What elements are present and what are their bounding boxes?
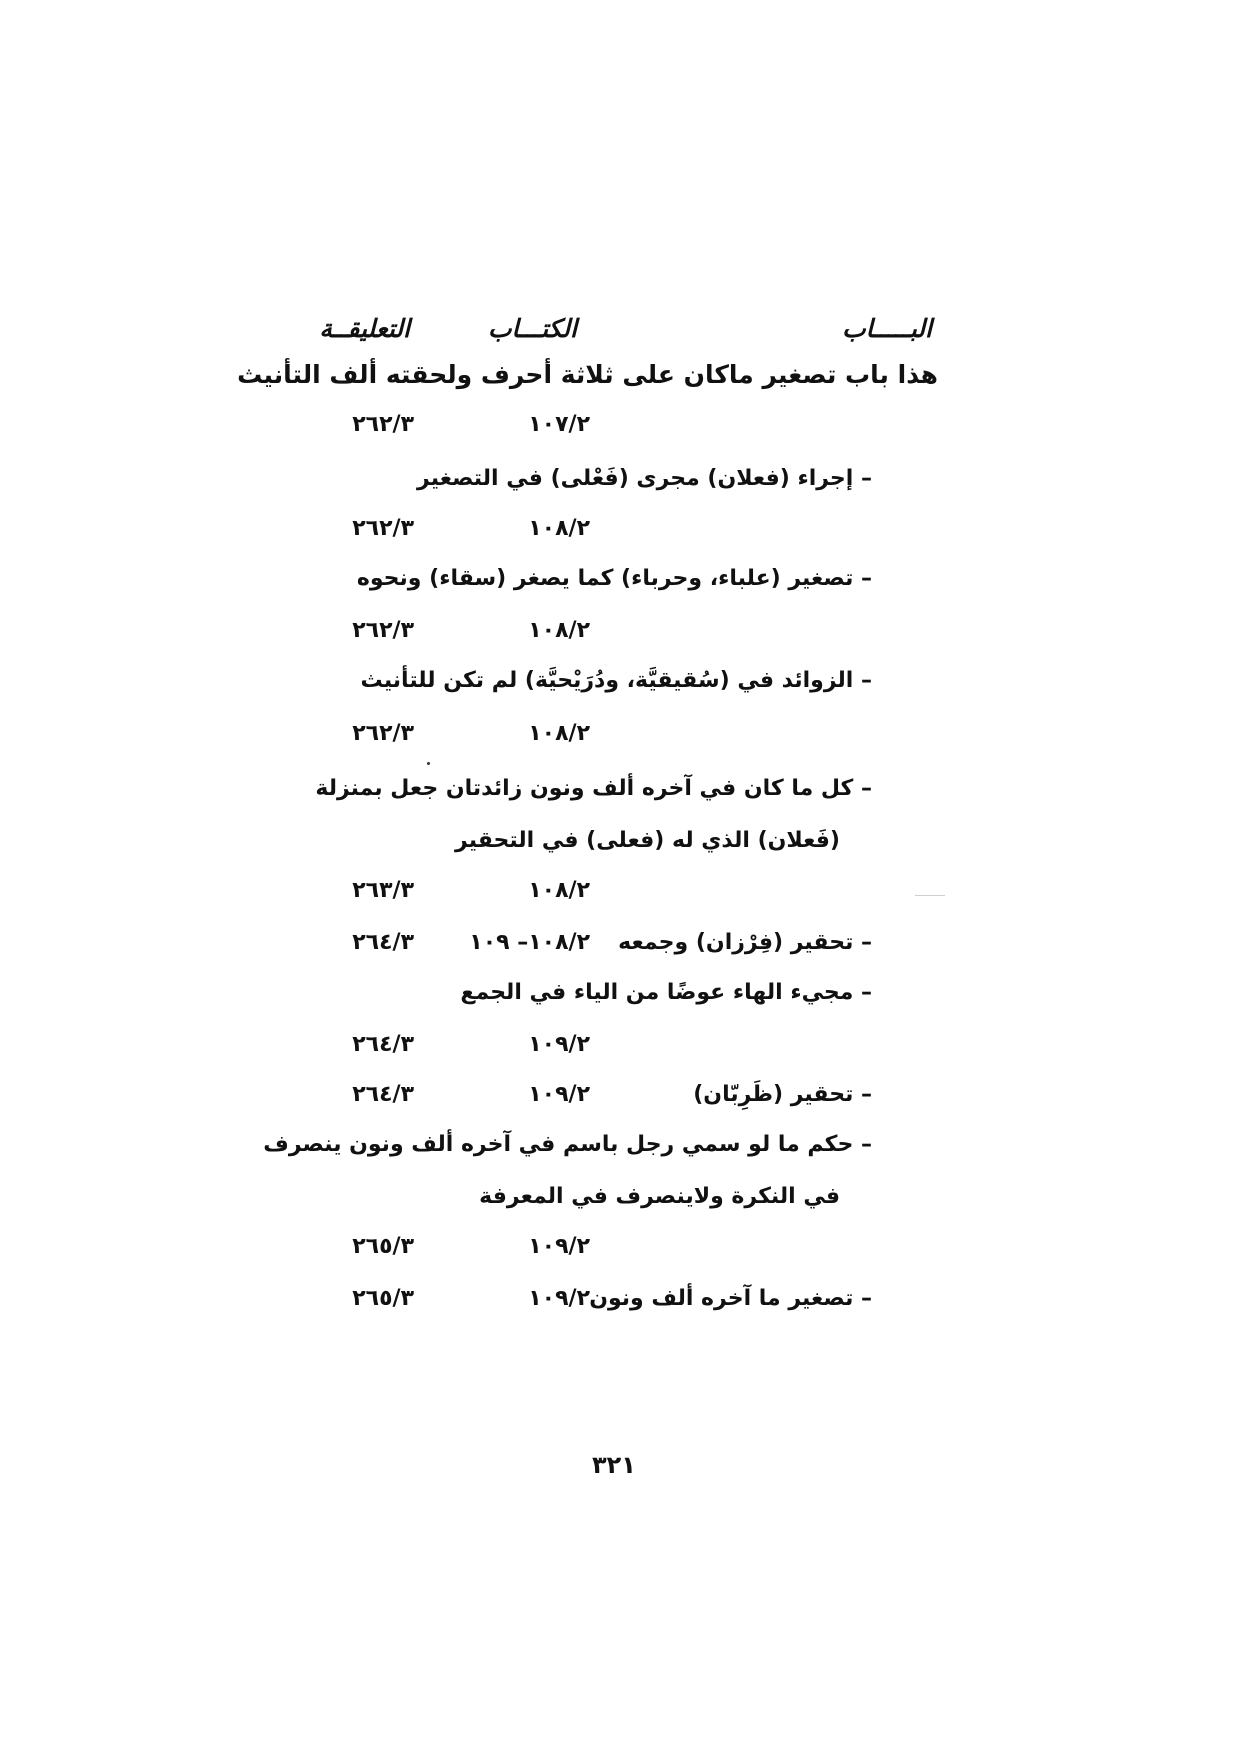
index-entry: – تصغير ما آخره ألف ونون bbox=[589, 1286, 872, 1311]
taliqa-ref: ٢٦٤/٣ bbox=[352, 1082, 414, 1107]
taliqa-ref: ٢٦٢/٣ bbox=[352, 721, 414, 746]
taliqa-ref: ٢٦٤/٣ bbox=[352, 1032, 414, 1057]
page-number: ٣٢١ bbox=[592, 1451, 636, 1479]
kitab-ref: ١٠٨/٢ bbox=[528, 516, 590, 541]
header-taliqa: التعليقــة bbox=[319, 314, 410, 343]
header-bab: البـــــاب bbox=[842, 314, 932, 343]
taliqa-ref: ٢٦٢/٣ bbox=[352, 516, 414, 541]
taliqa-ref: ٢٦٥/٣ bbox=[352, 1286, 414, 1311]
taliqa-ref: ٢٦٢/٣ bbox=[352, 618, 414, 643]
kitab-ref: ١٠٨/٢– ١٠٩ bbox=[469, 930, 590, 955]
taliqa-ref: ٢٦٢/٣ bbox=[352, 412, 414, 437]
index-entry-continuation: (فَعلان) الذي له (فعلى) في التحقير bbox=[455, 828, 840, 853]
kitab-ref: ١٠٨/٢ bbox=[528, 878, 590, 903]
header-kitab: الكتـــاب bbox=[487, 314, 577, 343]
index-entry: – تصغير (علباء، وحرباء) كما يصغر (سقاء) ونحوه bbox=[356, 566, 872, 591]
taliqa-ref: ٢٦٣/٣ bbox=[352, 878, 414, 903]
scan-fleck bbox=[915, 895, 945, 896]
index-entry: – تحقير (فِرْزان) وجمعه bbox=[618, 930, 872, 955]
index-entry-continuation: في النكرة ولاينصرف في المعرفة bbox=[479, 1184, 840, 1209]
index-entry: – حكم ما لو سمي رجل باسم في آخره ألف ونون ينصرف bbox=[263, 1132, 872, 1157]
kitab-ref: ١٠٨/٢ bbox=[528, 618, 590, 643]
kitab-ref: ١٠٨/٢ bbox=[528, 721, 590, 746]
chapter-title: هذا باب تصغير ماكان على ثلاثة أحرف ولحقته ألف التأنيث bbox=[237, 360, 938, 389]
kitab-ref: ١٠٩/٢ bbox=[528, 1234, 590, 1259]
taliqa-ref: ٢٦٤/٣ bbox=[352, 930, 414, 955]
index-entry: – الزوائد في (سُقيقيَّة، ودُرَيْحيَّة) لم تكن للتأنيث bbox=[360, 668, 872, 693]
kitab-ref: ١٠٩/٢ bbox=[528, 1032, 590, 1057]
index-entry: – إجراء (فعلان) مجرى (فَعْلى) في التصغير bbox=[417, 466, 872, 491]
kitab-ref: ١٠٩/٢ bbox=[528, 1082, 590, 1107]
taliqa-ref: ٢٦٥/٣ bbox=[352, 1234, 414, 1259]
kitab-ref: ١٠٩/٢ bbox=[528, 1286, 590, 1311]
kitab-ref: ١٠٧/٢ bbox=[528, 412, 590, 437]
index-entry: – تحقير (ظَرِبّان) bbox=[693, 1082, 872, 1107]
scan-speck bbox=[427, 762, 430, 765]
index-entry: – مجيء الهاء عوضًا من الياء في الجمع bbox=[460, 980, 872, 1005]
index-entry: – كل ما كان في آخره ألف ونون زائدتان جعل بمنزلة bbox=[315, 776, 872, 801]
